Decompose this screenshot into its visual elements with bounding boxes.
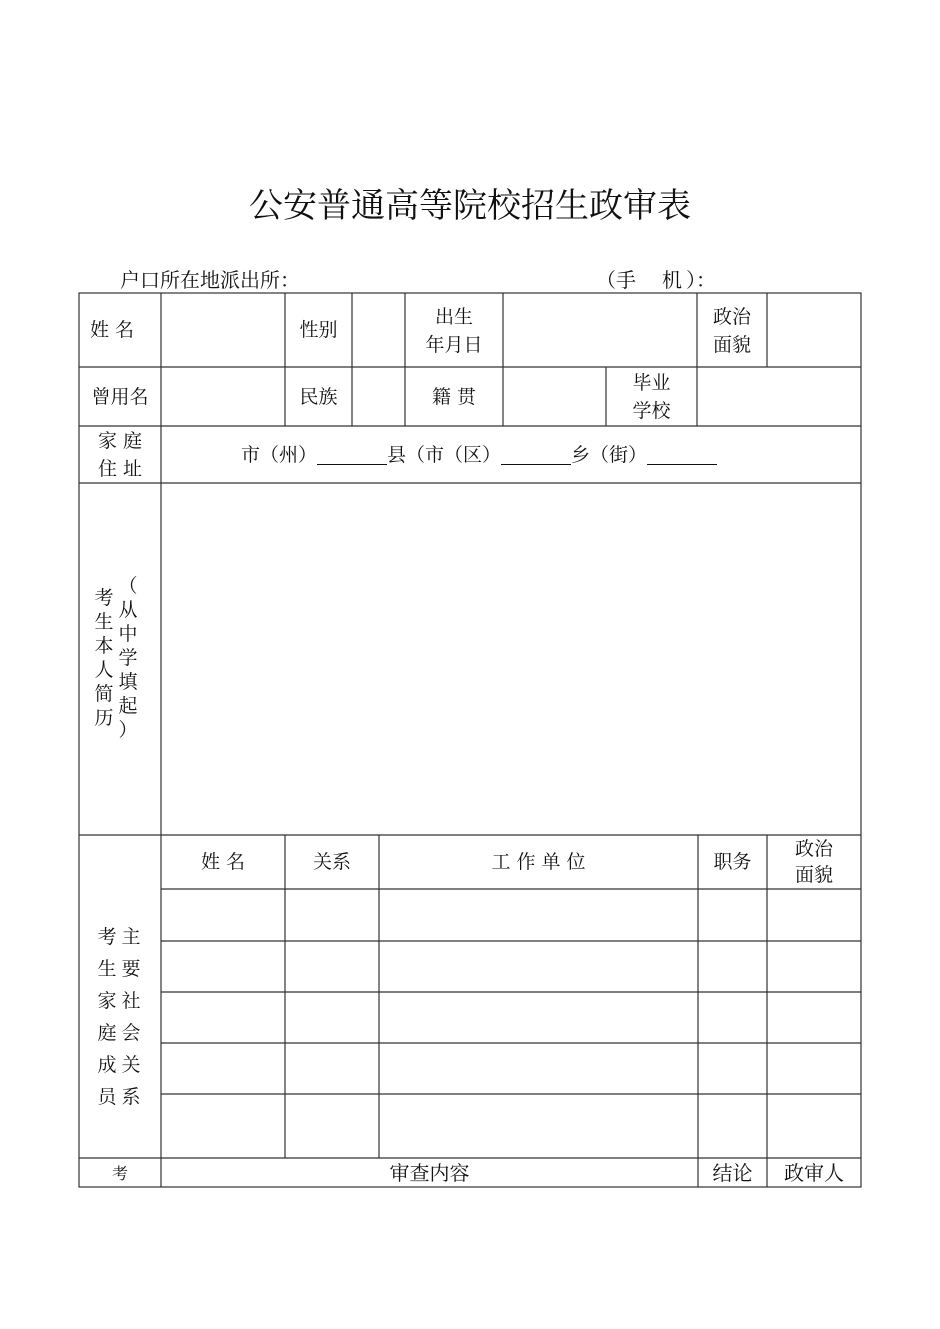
resume-char: 填 <box>118 671 138 693</box>
family-header-political-2: 面貌 <box>794 864 833 886</box>
page-title: 公安普通高等院校招生政审表 <box>249 186 691 226</box>
family-header-name: 姓 名 <box>200 851 246 873</box>
family-header-position: 职务 <box>713 851 752 873</box>
resume-char: 本 <box>94 635 114 657</box>
table-row[interactable] <box>161 941 861 992</box>
family-header-workplace: 工 作 单 位 <box>491 851 586 873</box>
family-label-char: 生 <box>97 958 117 980</box>
phone-char-2: 机 <box>662 268 682 292</box>
resume-char: 简 <box>94 683 114 705</box>
review-reviewer-label: 政审人 <box>784 1161 844 1185</box>
address-city-blank[interactable] <box>317 444 387 465</box>
address-county-blank[interactable] <box>501 444 571 465</box>
political-label-1: 政治 <box>712 306 751 328</box>
native-place-label: 籍 贯 <box>431 386 477 408</box>
resume-char: 考 <box>94 587 114 609</box>
family-label-char: 家 <box>97 990 117 1012</box>
school-label-1: 毕业 <box>632 372 671 394</box>
review-left-label: 考 <box>111 1164 128 1183</box>
family-label-left <box>95 921 119 1113</box>
resume-char: 从 <box>118 599 138 621</box>
table-row[interactable] <box>161 889 861 941</box>
table-row[interactable] <box>161 1094 861 1158</box>
gender-label: 性别 <box>299 319 338 341</box>
address-line <box>241 441 717 469</box>
family-label-char: 要 <box>121 958 141 980</box>
resume-char: 人 <box>94 659 114 681</box>
resume-char: ） <box>118 719 138 741</box>
resume-textarea[interactable] <box>162 484 860 834</box>
review-content-label: 审查内容 <box>389 1161 470 1185</box>
family-label-char: 考 <box>97 926 117 948</box>
former-name-label: 曾用名 <box>91 386 149 408</box>
school-label-2: 学校 <box>632 400 671 422</box>
birth-label-1: 出生 <box>434 306 473 328</box>
family-header-political-1: 政治 <box>794 838 833 860</box>
family-label-char: 员 <box>97 1086 117 1108</box>
name-label: 姓 名 <box>90 319 135 341</box>
phone-close: ）： <box>686 268 716 292</box>
family-label-right <box>119 921 143 1113</box>
phone-open: （ <box>596 268 616 292</box>
family-label-char: 会 <box>121 1022 141 1044</box>
phone-char-1: 手 <box>616 268 636 292</box>
table-row[interactable] <box>161 992 861 1043</box>
resume-char: 中 <box>118 623 138 645</box>
resume-label-right <box>116 574 140 742</box>
resume-char: （ <box>118 575 138 597</box>
address-label-1: 家 庭 <box>97 430 143 452</box>
family-label-char: 系 <box>121 1086 141 1108</box>
political-label-2: 面貌 <box>712 334 751 356</box>
birth-label-2: 年月日 <box>425 334 483 356</box>
family-label-char: 庭 <box>97 1022 117 1044</box>
family-label-char: 关 <box>121 1054 141 1076</box>
address-township-label: 乡（街） <box>571 444 648 466</box>
family-rows <box>161 889 861 1158</box>
review-conclusion-label: 结论 <box>712 1161 753 1185</box>
family-label-char: 社 <box>121 990 141 1012</box>
ethnicity-label: 民族 <box>299 386 338 408</box>
resume-char: 历 <box>94 707 114 729</box>
address-city-label: 市（州） <box>241 444 318 466</box>
resume-char: 起 <box>118 695 138 717</box>
family-label-char: 主 <box>121 926 141 948</box>
address-label-2: 住 址 <box>97 458 143 480</box>
police-station-label: 户口所在地派出所： <box>120 268 300 292</box>
resume-label-left <box>92 586 116 730</box>
address-township-blank[interactable] <box>647 444 717 465</box>
resume-char: 生 <box>94 611 114 633</box>
family-header-relation: 关系 <box>312 851 351 873</box>
table-row[interactable] <box>161 1043 861 1094</box>
resume-char: 学 <box>118 647 138 669</box>
address-county-label: 县（市（区） <box>387 444 502 466</box>
family-label-char: 成 <box>97 1054 117 1076</box>
